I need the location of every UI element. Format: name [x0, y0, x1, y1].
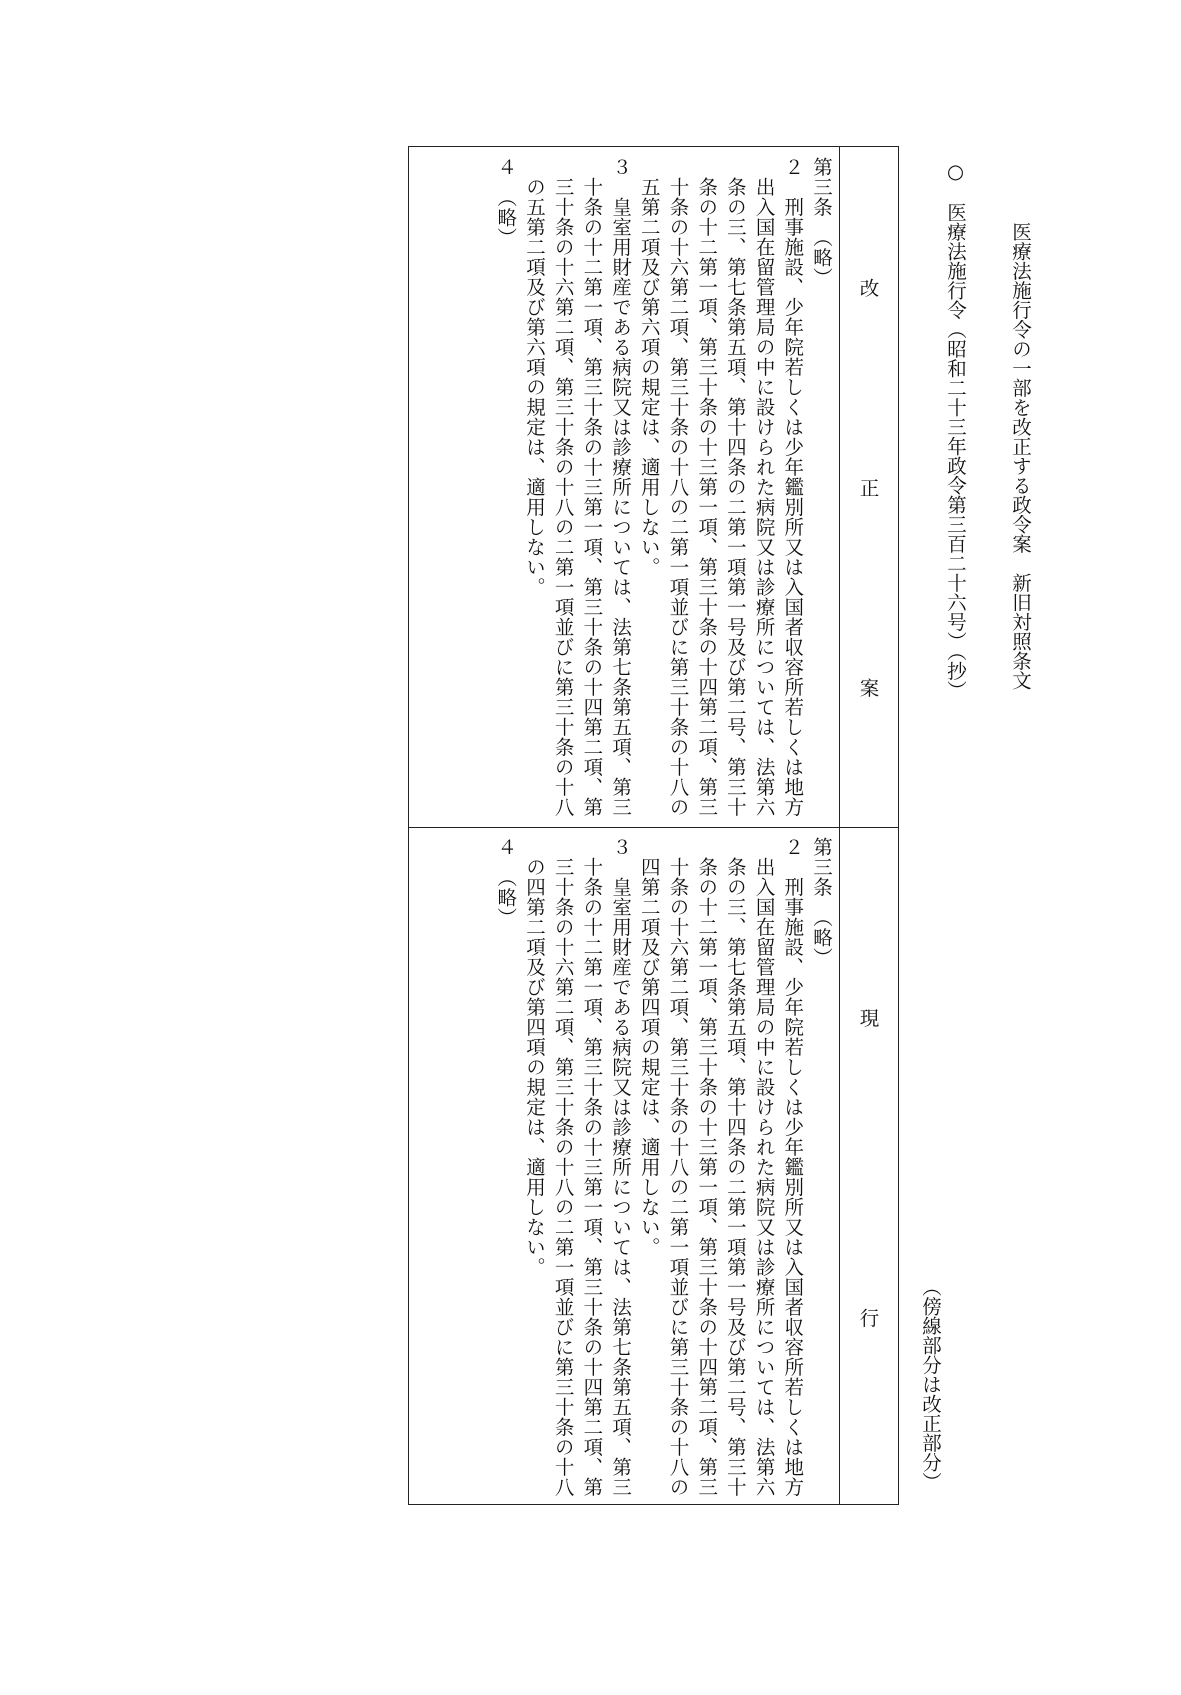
current-text-body [415, 837, 835, 1499]
header-char: 行 [859, 1307, 880, 1330]
paragraph-4: ４ （略） [494, 837, 518, 928]
document-subtitle: ○ 医療法施行令（昭和二十三年政令第三百二十六号）（抄） [944, 160, 967, 700]
table-divider-horizontal [409, 827, 898, 828]
comparison-table [408, 146, 899, 1505]
article-heading: 第三条 （略） [810, 837, 833, 968]
header-char: 案 [859, 677, 880, 700]
header-char: 改 [859, 277, 880, 300]
header-char: 正 [859, 477, 880, 500]
paragraph-3: ３ 皇室用財産である病院又は診療所については、法第七条第五項、第三十条の十二第一項、第三十条の十三第一項、第三十条の十四第二項、第三十条の十六第二項、第三十条の十八の二第一項並びに第三十条の十八の五第二項及び第六項の規定は、適用しない。 [522, 157, 633, 817]
document-title: 医療法施行令の一部を改正する政令案 新旧対照条文 [1009, 222, 1032, 690]
header-char: 現 [859, 1007, 880, 1030]
underline-note: （傍線部分は改正部分） [919, 1277, 942, 1492]
revised-column-header [841, 187, 898, 787]
current-column-header [841, 867, 898, 1467]
paragraph-3: ３ 皇室用財産である病院又は診療所については、法第七条第五項、第三十条の十二第一項、第三十条の十三第一項、第三十条の十四第二項、第三十条の十六第二項、第三十条の十八の二第一項並びに第三十条の十八の四第二項及び第四項の規定は、適用しない。 [522, 837, 633, 1497]
paragraph-2: ２ 刑事施設、少年院若しくは少年鑑別所又は入国者収容所若しくは地方出入国在留管理局の中に設けられた病院又は診療所については、法第六条の三、第七条第五項、第十四条の二第一項第一号及び第二号、第三十条の十二第一項、第三十条の十三第一項、第三十条の十四第二項、第三十条の十六第二項、第三十条の十八の二第一項並びに第三十条の十八の五第二項及び第六項の規定は、適用しない。 [637, 157, 805, 817]
article-heading: 第三条 （略） [810, 157, 833, 288]
paragraph-2: ２ 刑事施設、少年院若しくは少年鑑別所又は入国者収容所若しくは地方出入国在留管理局の中に設けられた病院又は診療所については、法第六条の三、第七条第五項、第十四条の二第一項第一号及び第二号、第三十条の十二第一項、第三十条の十三第一項、第三十条の十四第二項、第三十条の十六第二項、第三十条の十八の二第一項並びに第三十条の十八の四第二項及び第四項の規定は、適用しない。 [637, 837, 805, 1497]
revised-text-body [415, 157, 835, 819]
paragraph-4: ４ （略） [494, 157, 518, 248]
table-divider-vertical [839, 147, 840, 1504]
